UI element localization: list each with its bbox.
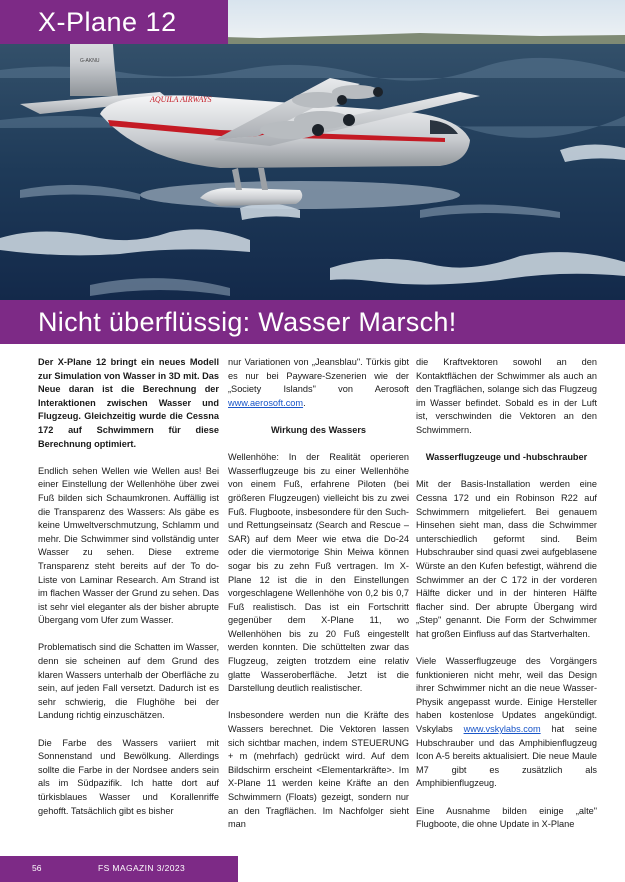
magazine-issue: FS MAGAZIN 3/2023	[98, 863, 186, 873]
paragraph: die Kraftvektoren sowohl an den Kontaktflächen der Schwimmer als auch an den Tragflächen, solange sich das Flugzeug im Wasser befindet. Sobald es in der Luft ist, verschwinden die Vektoren an den Schwimmern.	[416, 357, 597, 435]
footer-bar	[0, 856, 238, 882]
paragraph: Eine Ausnahme bilden einige „alte" Flugboote, die ohne Update in X-Plane	[416, 805, 597, 830]
paragraph	[228, 356, 409, 410]
registration-text: G-AKNU	[80, 58, 100, 64]
column-3	[416, 356, 597, 845]
headline-bar	[0, 300, 625, 344]
paragraph-text: Viele Wasserflugzeuge des Vorgängers funktionieren nicht mehr, weil das Design ihrer Schwimmer nicht an die neue Wasser-Physik angepasst wurde. Einige Hersteller haben kostenlose Updates angekündigt. Vskylabs	[416, 656, 597, 735]
paragraph-end: .	[303, 397, 306, 408]
paragraph: Insbesondere werden nun die Kräfte des Wassers berechnet. Die Vektoren lassen sich sichtbar machen, indem STEUERUNG + m (mehrfach) gedrückt wird. Auf dem Bildschirm erscheint <Elementarkräfte>. Im X-Plane 11 werden keine Kräfte an den Schwimmern (Floats) gezeigt, sondern nur an den Tragflächen. Im Nachfolger sieht man	[228, 710, 409, 830]
subheading-wasserflugzeuge: Wasserflugzeuge und -hubschrauber	[425, 452, 588, 463]
flying-boat-photo	[0, 0, 625, 300]
paragraph	[416, 655, 597, 791]
paragraph-end: hat seine Hubschrauber und das Amphibienflugzeug Icon A-5 bereits aktualisiert. Die neue Maule M7 gibt es zusätzlich als Amphibienflugzeug.	[416, 724, 597, 789]
paragraph-text: nur Variationen von „Jeansblau". Türkis gibt es nur bei Payware-Szenerien wie der „Society Islands" von Aerosoft	[228, 357, 409, 395]
livery-text: AQUILA AIRWAYS	[150, 95, 212, 104]
column-1	[38, 356, 219, 832]
column-2	[228, 356, 409, 845]
paragraph: Die Farbe des Wassers variiert mit Sonnenstand und Bewölkung. Allerdings sollte die Farbe in der Nordsee anders sein als im Südpazifik. Ich hatte dort auf türkisblaues Wasser und Korallenriffe gehofft. Tatsächlich gibt es bisher	[38, 737, 219, 816]
page-number: 56	[32, 863, 42, 873]
subheading-wirkung: Wirkung des Wassers	[270, 424, 367, 435]
aerosoft-link[interactable]: www.aerosoft.com	[228, 397, 304, 408]
paragraph: Wellenhöhe: In der Realität operieren Wasserflugzeuge bis zu einer Wellenhöhe von einem Fuß, erfahrene Piloten (bei größeren Flugzeugen) vielleicht bis zu zwei Fuß. Flugboote, insbesondere für den Such- und Rettungseinsatz (Search and Rescue – SAR) auf dem Meer wie etwa die Do-24 oder die viermotorige Shin Meiwa können sogar bis zu zehn Fuß vertragen. Im X-Plane 12 ist die in den Einstellungen vorgeschlagene Wellenhöhe von 0,2 bis 0,7 Fuß realistisch. Das ist ein Fortschritt gegenüber dem X-Plane 11, wo Wellenhöhen bis zu 20 Fuß eingestellt werden konnten. Die schüttelten zwar das Flugzeug, zeigten trotzdem eine relativ glatte Wasseroberfläche. Jetzt ist die Darstellung deutlich realistischer.	[228, 452, 409, 694]
headline: Nicht überflüssig: Wasser Marsch!	[38, 307, 457, 337]
hero-image	[0, 0, 625, 300]
paragraph: Endlich sehen Wellen wie Wellen aus! Bei einer Einstellung der Wellenhöhe über zwei Fuß bilden sich Schaumkronen. Auffällig ist die Transparenz des Wassers: Als gäbe es keine Umweltverschmutzung, Schlamm und mehr. Die Schwimmer sind vollständig unter Wasser zu sehen. Diese extreme Transparenz steht bereits auf der To do-Liste von Laminar Research. Am Strand ist im flachen Wasser der Grund zu sehen. Das ist sehr viel eleganter als der bisher abrupte Übergang vom Ufer zum Wasser.	[38, 465, 219, 626]
vskylabs-link[interactable]: www.vskylabs.com	[463, 724, 541, 735]
paragraph: Problematisch sind die Schatten im Wasser, denn sie scheinen auf dem Grund des klaren Wassers unterhalb der Oberfläche zu sein, auf jeden Fall versetzt. Dadurch ist es sehr schwierig, die Flughöhe bei der Landung richtig einzuschätzen.	[38, 642, 219, 721]
paragraph: Mit der Basis-Installation werden eine Cessna 172 und ein Robinson R22 auf Schwimmern mitgeliefert. Bei genauem Hinsehen sieht man, dass die Schwimmer unterschiedlich geformt sind. Beim Hubschrauber sind quasi zwei aufgeblasene Würste an den Kufen befestigt, während die Schwimmer an der C 172 in der vorderen Hälfte dicker und in der hinteren Hälfte flacher sind. Der abrupte Übergang wird „Step" genannt. Die Form der Schwimmer hat großen Einfluss auf das Startverhalten.	[416, 479, 597, 639]
lead-paragraph: Der X-Plane 12 bringt ein neues Modell zur Simulation von Wasser in 3D mit. Das Neue daran ist die Berechnung der Interaktionen zwischen Wasser und Flugzeug. Gleichzeitig wurde die Cessna 172 auf Schwimmern für diese Berechnung optimiert.	[38, 357, 219, 449]
section-tab: X-Plane 12	[0, 0, 228, 44]
